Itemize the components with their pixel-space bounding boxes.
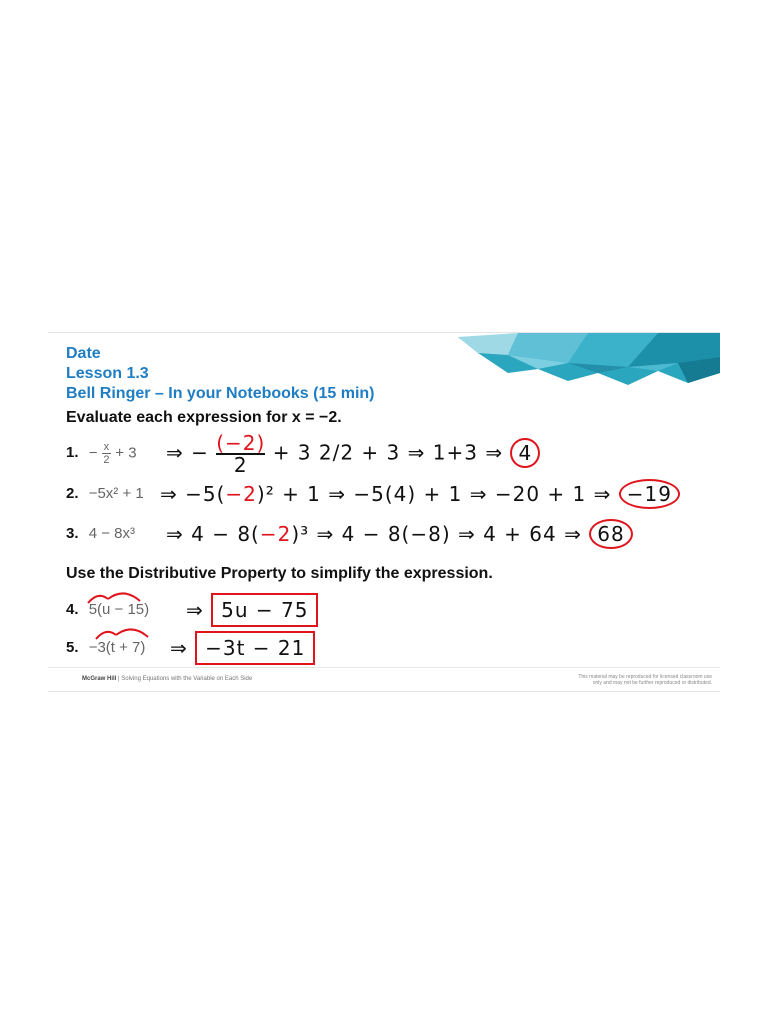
problem-number: 3. [66,525,79,542]
work-problem-1 [166,433,540,475]
evaluate-instruction: Evaluate each expression for x = −2. [66,409,342,426]
copyright-notice [542,674,712,686]
work-step: 2/2 + 3 ⇒ 1+3 ⇒ [318,440,504,465]
lesson-slide [48,332,720,692]
notice-line: This material may be reproduced for licensed classroom use [578,674,712,680]
work-step: ⇒ − [166,440,209,465]
work-step: )² + 1 ⇒ −5(4) + 1 ⇒ −20 + 1 ⇒ [256,482,612,506]
substituted-value: −2 [259,522,292,546]
footer-separator: | [118,676,120,682]
problem-number: 4. [66,601,79,618]
circled-answer: 68 [589,519,632,549]
lesson-heading: Lesson 1.3 [66,365,149,382]
slide-footer [48,667,720,692]
problem-number: 2. [66,485,79,502]
fraction [102,441,112,466]
work-problem-2 [160,479,680,509]
problem-expression: 4 − 8x³ [88,525,135,542]
circled-answer: 4 [510,438,540,468]
notice-line: only and may not be further reproduced or distributed. [592,680,712,686]
work-problem-5 [170,631,315,665]
work-step: )³ ⇒ 4 − 8(−8) ⇒ 4 + 64 ⇒ [291,522,582,546]
problem-5 [66,639,145,656]
substituted-value: (−2) [216,431,266,455]
brand-name: McGraw Hill [82,676,117,682]
problem-1 [66,441,137,466]
topic-title: Solving Equations with the Variable on Each Side [121,676,253,682]
problem-tail: + 3 [115,444,137,462]
problem-expression: −5x² + 1 [88,485,144,502]
problem-number: 5. [66,639,79,656]
date-heading: Date [66,345,101,362]
problem-sign: − [88,444,98,462]
problem-3 [66,525,135,542]
problem-expression: 5(u − 15) [88,601,150,618]
work-step: ⇒ −5( [160,482,226,506]
work-step: ⇒ 4 − 8( [166,522,260,546]
problem-4 [66,601,149,618]
problem-2 [66,485,144,502]
handwritten-denominator: 2 [233,453,248,477]
boxed-answer: 5u − 75 [211,593,318,627]
work-problem-4 [186,593,318,627]
handwritten-fraction [216,433,265,475]
bell-ringer-heading: Bell Ringer – In your Notebooks (15 min) [66,385,375,402]
problem-expression: −3(t + 7) [88,639,146,656]
fraction-denominator: 2 [103,454,110,466]
geometric-banner-decoration [458,333,720,389]
boxed-answer: −3t − 21 [195,631,315,665]
work-step: ⇒ [170,636,188,660]
work-step: + 3 [272,440,312,465]
footer-left [82,676,252,682]
problem-number: 1. [66,444,79,462]
work-problem-3 [166,519,633,549]
fraction-numerator: x [103,441,110,453]
work-step: ⇒ [186,598,204,622]
substituted-value: −2 [225,482,257,506]
circled-answer: −19 [619,479,680,509]
distributive-instruction: Use the Distributive Property to simplify the expression. [66,565,493,582]
